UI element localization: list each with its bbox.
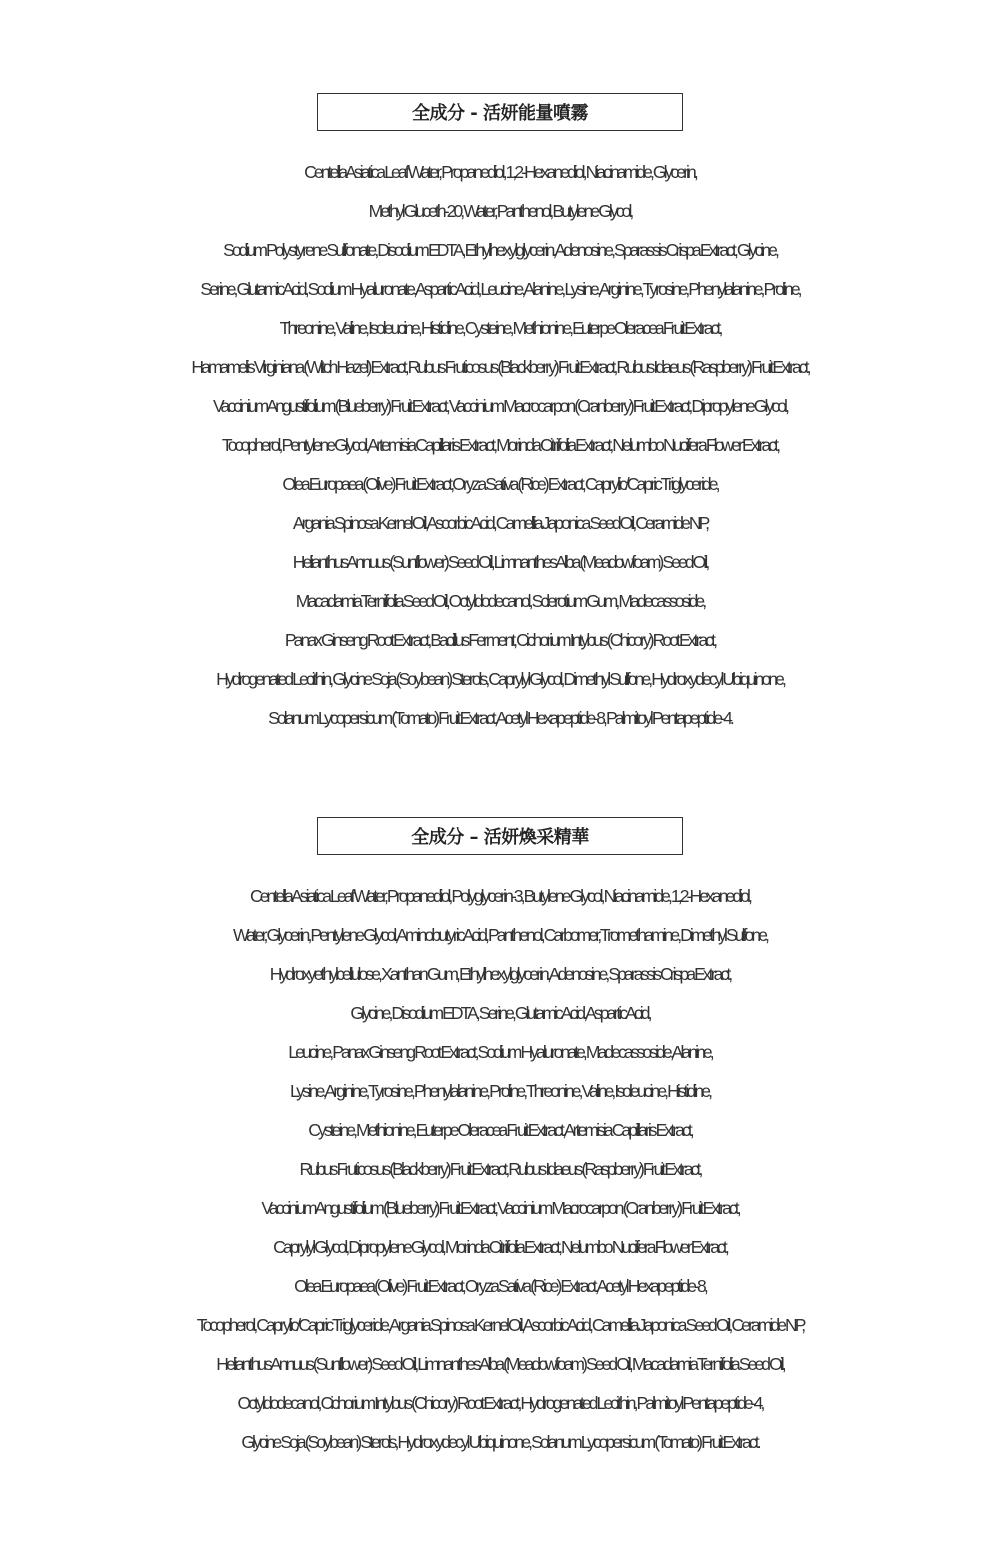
ingredient-line: Rubus Fruticosus (Blackberry) Fruit Extract, Rubus Idaeus (Raspberry) Fruit Extract, — [299, 1159, 701, 1179]
ingredient-line: Macadamia Ternifolia Seed Oil, Octyldodecanol, Sclerotium Gum, Madecassoside, — [295, 591, 705, 611]
ingredient-line: Water, Glycerin, Pentylene Glycol, Aminobutyric Acid, Panthenol, Carbomer, Tromethamine, Dimethyl Sulfone, — [233, 925, 767, 945]
ingredient-line: Hydrogenated Lecithin, Glycine Soja (Soybean) Sterols, Caprylyl Glycol, Dimethyl Sulfone, Hydroxydecyl Ubiquinone, — [216, 669, 784, 689]
ingredient-line: Panax Ginseng Root Extract, Bacillus Ferment, Cichorium Intybus (Chicory) Root Extract, — [284, 630, 716, 650]
section-title: 全成分 – 活妍煥采精華 — [317, 817, 683, 855]
ingredient-line: Serine, Glutamic Acid, Sodium Hyaluronate, Aspartic Acid, Leucine, Alanine, Lysine, Arginine, Tyrosine, Phenylalanine, Proline, — [200, 279, 800, 299]
ingredient-line: Solanum Lycopersicum (Tomato) Fruit Extract, Acetyl Hexapeptide-8, Palmitoyl Pentapeptide-4. — [268, 708, 732, 728]
ingredient-line: Glycine, Disodium EDTA, Serine, Glutamic Acid, Aspartic Acid, — [350, 1003, 650, 1023]
ingredient-line: Olea Europaea (Olive) Fruit Extract,Oryza Sativa (Rice) Extract, Caprylic/Capric Triglyceride, — [282, 474, 718, 494]
ingredient-line: Olea Europaea (Olive) Fruit Extract, Oryza Sativa (Rice) Extract, Acetyl Hexapeptide-8, — [294, 1276, 706, 1296]
ingredient-line: Helianthus Annuus (Sunflower) Seed Oil, Limnanthes Alba (Meadowfoam) Seed Oil, Macadamia Ternifolia Seed Oil, — [216, 1354, 784, 1374]
ingredient-line: Lysine, Arginine, Tyrosine, Phenylalanine, Proline, Threonine, Valine, Isoleucine, Histidine, — [289, 1081, 711, 1101]
ingredient-line: Octyldodecanol, Cichorium Intybus (Chicory) Root Extract, Hydrogenated Lecithin, Palmitoyl Pentapeptide-4, — [237, 1393, 763, 1413]
ingredient-line: Centella Asiatica Leaf Water, Propanediol, 1,2-Hexanediol, Niacinamide, Glycerin, — [304, 162, 696, 182]
section-title: 全成分 - 活妍能量噴霧 — [317, 93, 683, 131]
ingredient-line: Cysteine, Methionine, Euterpe Oleracea Fruit Extract, Artemisia Capillaris Extract, — [308, 1120, 692, 1140]
ingredient-line: Glycine Soja (Soybean) Sterols, Hydroxydecyl Ubiquinone, Solanum Lycopersicum (Tomato) Fruit Extract. — [241, 1432, 759, 1452]
ingredient-line: Vaccinium Angustifolium (Blueberry) Fruit Extract, Vaccinium Macrocarpon (Cranberry) Fruit Extract, — [261, 1198, 739, 1218]
ingredient-line: Vaccinium Angustifolium (Blueberry) Fruit Extract, Vaccinium Macrocarpon (Cranberry) Fruit Extract, Dipropylene Glycol, — [213, 396, 787, 416]
ingredient-line: Helianthus Annuus (Sunflower) Seed Oil, Limnanthes Alba (Meadowfoam) Seed Oil, — [292, 552, 708, 572]
ingredient-line: Leucine, Panax Ginseng Root Extract, Sodium Hyaluronate, Madecassoside, Alanine, — [288, 1042, 712, 1062]
ingredient-line: Hamamelis Virginiana (Witch Hazel) Extract, Rubus Fruticosus (Blackberry) Fruit Extract, Rubus Idaeus (Raspberry) Fruit Extract, — [191, 357, 809, 377]
ingredients-section-radiance-serum — [0, 817, 1000, 1462]
ingredient-line: Tocopherol, Caprylic/Capric Triglyceride, Argania Spinosa Kernel Oil, Ascorbic Acid, Camellia Japonica Seed Oil, Ceramide NP, — [196, 1315, 804, 1335]
ingredient-line: Sodium Polystyrene Sulfonate, Disodium EDTA, Ethylhexylglycerin, Adenosine, Sparassis Crispa Extract, Glycine, — [223, 240, 777, 260]
ingredient-line: Threonine, Valine, Isoleucine, Histidine, Cysteine, Methionine, Euterpe Oleracea Fruit Extract, — [279, 318, 721, 338]
ingredient-line: Tocopherol, Pentylene Glycol, Artemisia Capillaris Extract, Morinda Citrifolia Extract, Nelumbo Nucifera Flower Extract, — [221, 435, 779, 455]
ingredient-line: Argania Spinosa Kernel Oil, Ascorbic Acid, Camellia Japonica Seed Oil, Ceramide NP, — [292, 513, 708, 533]
ingredient-line: Methyl Gluceth-20, Water, Panthenol, Butylene Glycol, — [368, 201, 632, 221]
ingredients-section-energy-mist — [0, 93, 1000, 738]
ingredient-line: Centella Asiatica Leaf Water, Propanediol, Polyglycerin-3, Butylene Glycol, Niacinamide, 1,2-Hexanediol, — [249, 886, 750, 906]
ingredient-line: Caprylyl Glycol, Dipropylene Glycol, Morinda Citrifolia Extract, Nelumbo Nucifera Flower Extract, — [273, 1237, 727, 1257]
ingredient-list — [0, 153, 1000, 738]
ingredient-list — [0, 877, 1000, 1462]
ingredient-line: Hydroxyethylcellulose, Xanthan Gum, Ethylhexylglycerin, Adenosine, Sparassis Crispa Extract, — [269, 964, 731, 984]
